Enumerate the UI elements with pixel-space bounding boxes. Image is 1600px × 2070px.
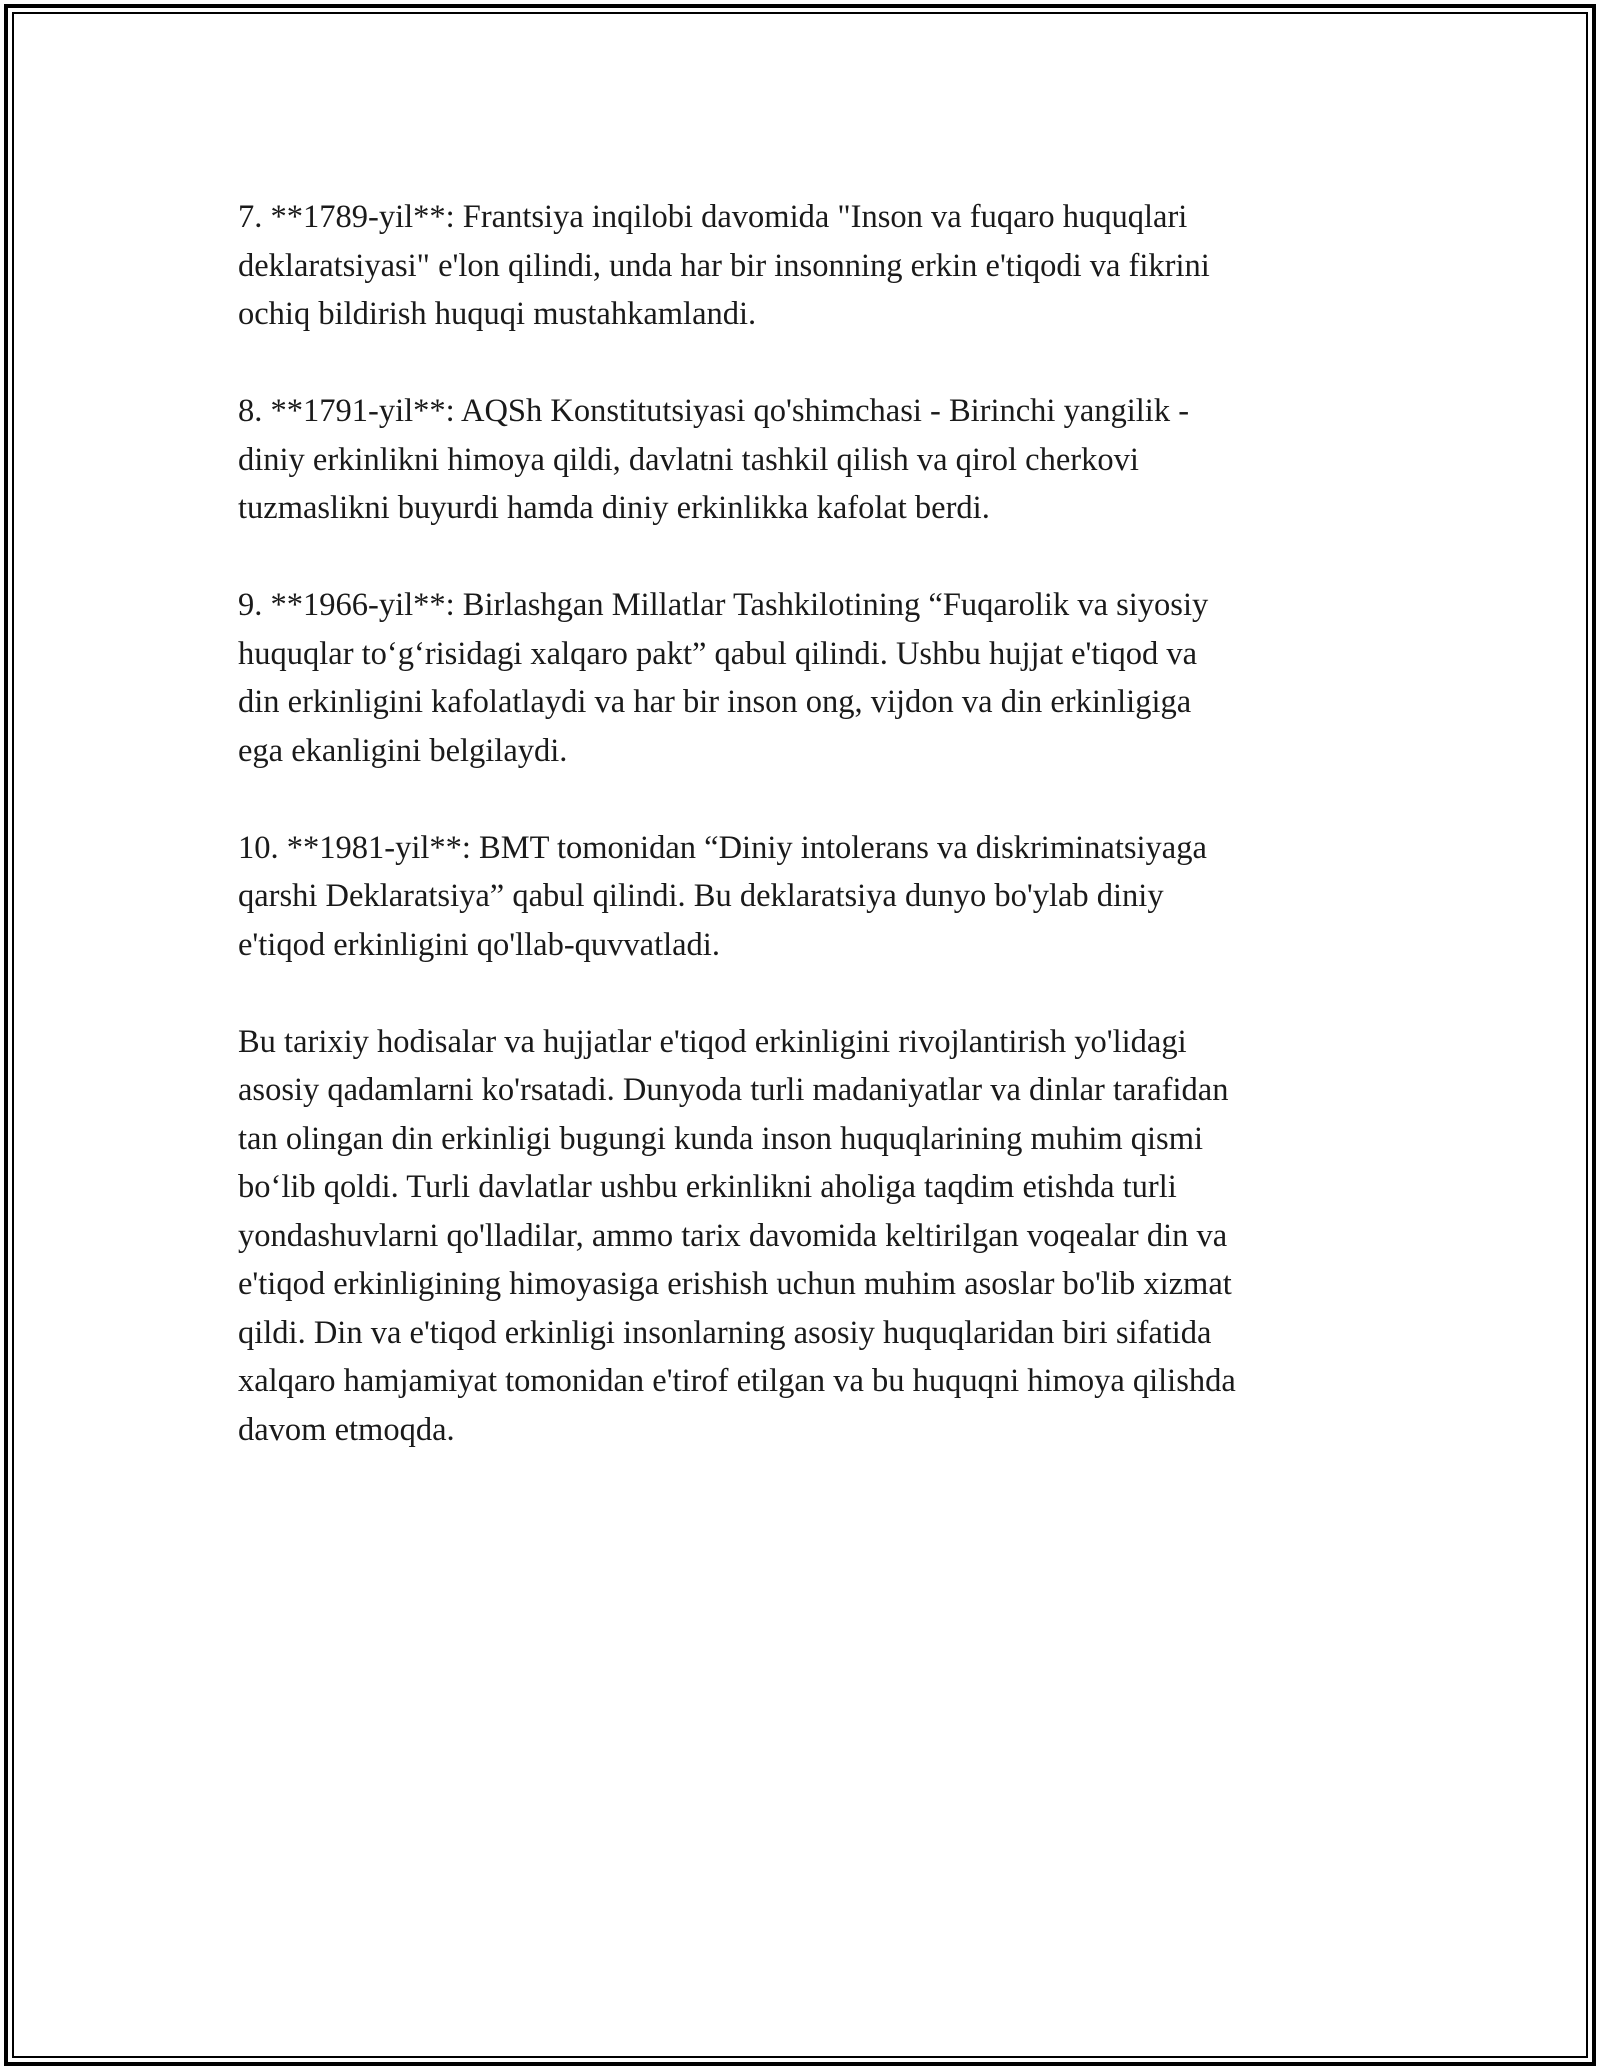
text-line: deklaratsiyasi" e'lon qilindi, unda har bir insonning erkin e'tiqodi va fikrini [238, 247, 1210, 284]
text-line: diniy erkinlikni himoya qildi, davlatni tashkil qilish va qirol cherkovi [238, 441, 1139, 478]
text-line: tan olingan din erkinligi bugungi kunda inson huquqlarining muhim qismi [238, 1120, 1204, 1157]
text-line: xalqaro hamjamiyat tomonidan e'tirof etilgan va bu huquqni himoya qilishda [238, 1363, 1236, 1399]
text-line: 7. **1789-yil**: Frantsiya inqilobi davomida "Inson va fuqaro huquqlari [238, 199, 1188, 235]
paragraph-1981 [238, 824, 1388, 970]
text-line: tuzmaslikni buyurdi hamda diniy erkinlikka kafolat berdi. [238, 490, 990, 526]
text-line: 10. **1981-yil**: BMT tomonidan “Diniy intolerans va diskriminatsiyaga [238, 829, 1207, 866]
text-line: yondashuvlarni qo'lladilar, ammo tarix davomida keltirilgan voqealar din va [238, 1217, 1228, 1254]
text-line: qildi. Din va e'tiqod erkinligi insonlarning asosiy huquqlaridan biri sifatida [238, 1314, 1212, 1351]
text-line: huquqlar to‘g‘risidagi xalqaro pakt” qabul qilindi. Ushbu hujjat e'tiqod va [238, 635, 1197, 672]
text-line: asosiy qadamlarni ko'rsatadi. Dunyoda turli madaniyatlar va dinlar tarafidan [238, 1072, 1229, 1108]
text-line: bo‘lib qoldi. Turli davlatlar ushbu erkinlikni aholiga taqdim etishda turli [238, 1169, 1177, 1205]
text-line: ochiq bildirish huquqi mustahkamlandi. [238, 296, 757, 332]
text-line: e'tiqod erkinligining himoyasiga erishish uchun muhim asoslar bo'lib xizmat [238, 1266, 1232, 1302]
paragraph-1966 [238, 581, 1388, 775]
paragraph-conclusion [238, 1018, 1388, 1455]
text-line: din erkinligini kafolatlaydi va har bir inson ong, vijdon va din erkinligiga [238, 684, 1192, 720]
text-line: Bu tarixiy hodisalar va hujjatlar e'tiqod erkinligini rivojlantirish yo'lidagi [238, 1023, 1187, 1060]
document-body [238, 193, 1388, 1503]
paragraph-1791 [238, 387, 1388, 533]
text-line: e'tiqod erkinligini qo'llab-quvvatladi. [238, 926, 720, 963]
paragraph-1789 [238, 193, 1388, 339]
page-frame [4, 4, 1596, 2066]
text-line: qarshi Deklaratsiya” qabul qilindi. Bu deklaratsiya dunyo bo'ylab diniy [238, 878, 1164, 914]
text-line: davom etmoqda. [238, 1411, 455, 1448]
text-line: ega ekanligini belgilaydi. [238, 732, 568, 769]
text-line: 8. **1791-yil**: AQSh Konstitutsiyasi qo'shimchasi - Birinchi yangilik - [238, 393, 1190, 429]
text-line: 9. **1966-yil**: Birlashgan Millatlar Tashkilotining “Fuqarolik va siyosiy [238, 587, 1209, 623]
